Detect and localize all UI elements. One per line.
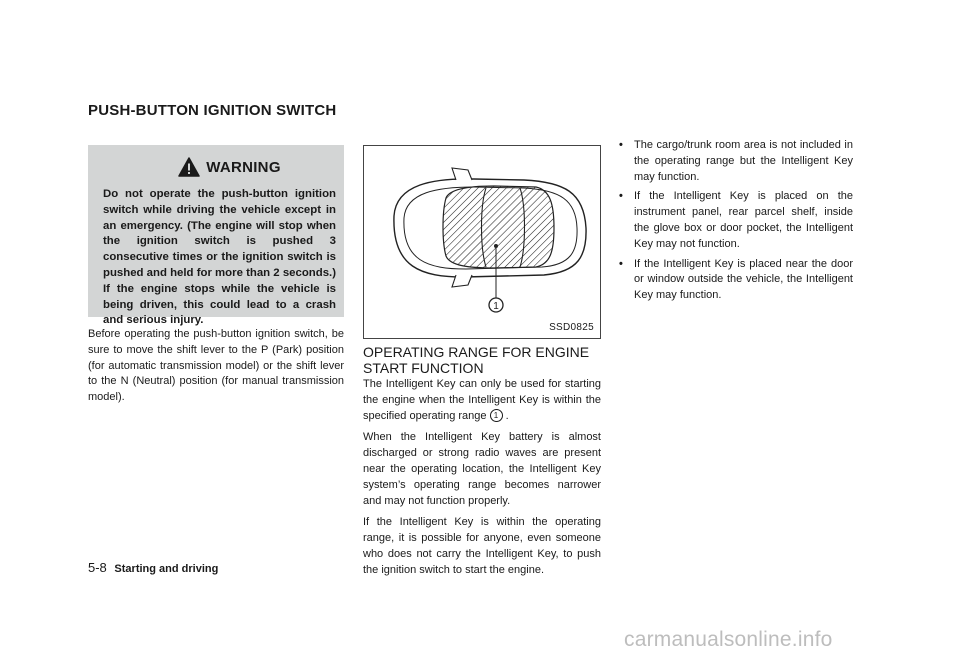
bullet-list [617, 138, 853, 308]
operating-range-paragraph-2: When the Intelligent Key battery is almost discharged or strong radio waves are present near the operating location, the Intelligent Key system’s operating range becomes narrower and may not function properly. [363, 431, 601, 507]
bullet-dot: • [619, 257, 623, 270]
operating-range-paragraph-1 [363, 377, 601, 424]
watermark-text: carmanualsonline.info [624, 628, 833, 651]
p1-end: . [505, 409, 509, 422]
warning-triangle-icon [178, 157, 200, 177]
bullet-dot: • [619, 190, 623, 203]
range-ref-marker: 1 [490, 409, 503, 422]
operating-range-area [443, 186, 554, 268]
operating-range-paragraph-3: If the Intelligent Key is within the operating range, it is possible for anyone, even someone who does not carry the Intelligent Key, to push the ignition switch to start the engine. [363, 516, 601, 576]
warning-box [88, 145, 344, 327]
bullet-dot: • [619, 139, 623, 151]
bullet-text: The cargo/trunk room area is not included in the operating range but the Intelligent Key may function. [634, 139, 853, 183]
bullet-item [617, 257, 853, 304]
range-callout-label: 1 [493, 301, 499, 312]
bullet-text: If the Intelligent Key is placed on the instrument panel, rear parcel shelf, inside the glove box or door pocket, the Intelligent Key may not function. [634, 190, 853, 250]
bullet-item [617, 189, 853, 252]
section-title: PUSH-BUTTON IGNITION SWITCH [88, 102, 337, 119]
warning-text: Do not operate the push-button ignition switch while driving the vehicle except in an emergency. (The engine will stop when the ignition switch is pushed 3 consecutive times or the ignition switch is pushed and held for more than 2 seconds.) If the engine stops while the vehicle is being driven, this could lead to a crash and serious injury. [103, 188, 336, 327]
bullet-item [617, 138, 853, 185]
chapter-title: Starting and driving [114, 563, 219, 575]
operating-range-heading: OPERATING RANGE FOR ENGINE START FUNCTION [363, 344, 590, 376]
operating-range-text [363, 377, 601, 585]
bullet-text: If the Intelligent Key is placed near the door or window outside the vehicle, the Intelligent Key may function. [634, 257, 853, 302]
page-footer [88, 560, 218, 575]
warning-header [103, 157, 336, 177]
car-top-view-illustration [364, 146, 600, 338]
page-number: 5-8 [88, 560, 107, 575]
figure-code: SSD0825 [549, 322, 594, 333]
p1-text: The Intelligent Key can only be used for starting the engine when the Intelligent Key is within the specified operating range [363, 378, 601, 422]
car-range-figure [363, 145, 601, 339]
warning-title: WARNING [206, 158, 281, 176]
body-paragraph: Before operating the push-button ignition switch, be sure to move the shift lever to the P (Park) position (for automatic transmission model) or the shift lever to the N (Neutral) position (for manual transmission model). [88, 328, 344, 404]
